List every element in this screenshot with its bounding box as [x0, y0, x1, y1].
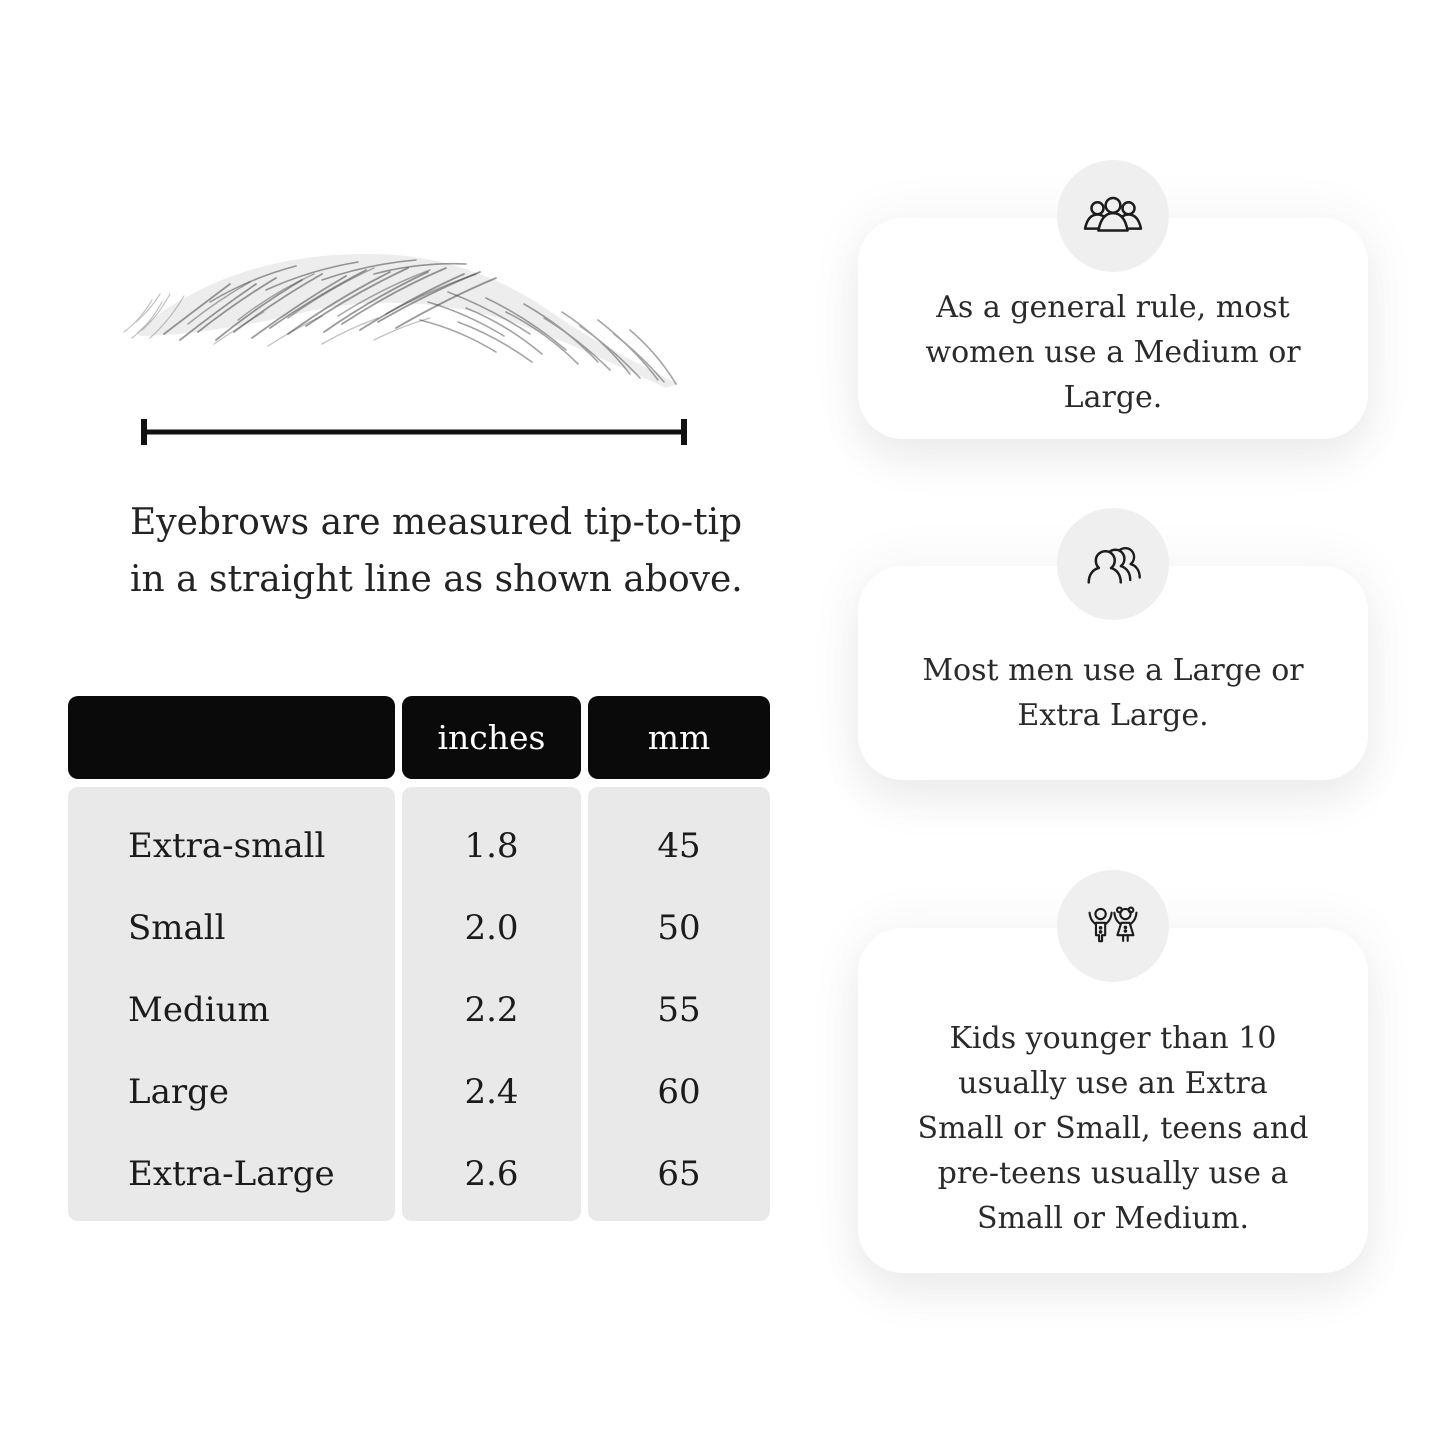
icon-circle: [1057, 870, 1169, 982]
measurement-caption-line1: Eyebrows are measured tip-to-tip: [130, 502, 743, 543]
row-mm: 45: [657, 826, 701, 866]
men-group-icon: [1081, 541, 1145, 587]
measurement-caption-line2: in a straight line as shown above.: [130, 559, 743, 600]
row-mm: 55: [657, 990, 701, 1030]
row-label: Large: [128, 1072, 229, 1112]
row-inches: 2.4: [464, 1072, 519, 1112]
row-label: Small: [128, 908, 226, 948]
tip-card-kids: [858, 928, 1368, 1273]
size-table-mm-column: [588, 696, 770, 1221]
row-inches: 2.6: [464, 1154, 519, 1194]
row-mm: 65: [657, 1154, 701, 1194]
tip-card-women: [858, 218, 1368, 439]
size-table-header-blank: [68, 696, 395, 779]
row-label: Extra-small: [128, 826, 326, 866]
row-mm: 50: [657, 908, 701, 948]
size-table-inches-body: [402, 787, 581, 1221]
size-table-header-mm: mm: [588, 696, 770, 779]
tip-card-men: [858, 566, 1368, 780]
icon-circle: [1057, 508, 1169, 620]
row-mm: 60: [657, 1072, 701, 1112]
tip-card-text: As a general rule, most women use a Medium or Large.: [925, 290, 1301, 415]
size-table-name-column: [68, 696, 395, 1221]
tip-card-text: Most men use a Large or Extra Large.: [922, 653, 1304, 733]
row-inches: 1.8: [464, 826, 519, 866]
size-table-mm-body: [588, 787, 770, 1221]
row-label: Medium: [128, 990, 270, 1030]
eyebrow-illustration: [118, 232, 698, 394]
size-table-header-inches: inches: [402, 696, 581, 779]
row-label: Extra-Large: [128, 1154, 335, 1194]
measurement-caption: [130, 494, 750, 608]
icon-circle: [1057, 160, 1169, 272]
row-inches: 2.2: [464, 990, 519, 1030]
size-table: [68, 696, 770, 1221]
row-inches: 2.0: [464, 908, 519, 948]
measurement-line: [139, 417, 689, 447]
children-icon: [1081, 903, 1145, 949]
women-group-icon: [1081, 193, 1145, 239]
size-table-name-body: [68, 787, 395, 1221]
size-table-inches-column: [402, 696, 581, 1221]
tip-card-text: Kids younger than 10 usually use an Extra Small or Small, teens and pre-teens usually use a Small or Medium.: [917, 1021, 1309, 1236]
